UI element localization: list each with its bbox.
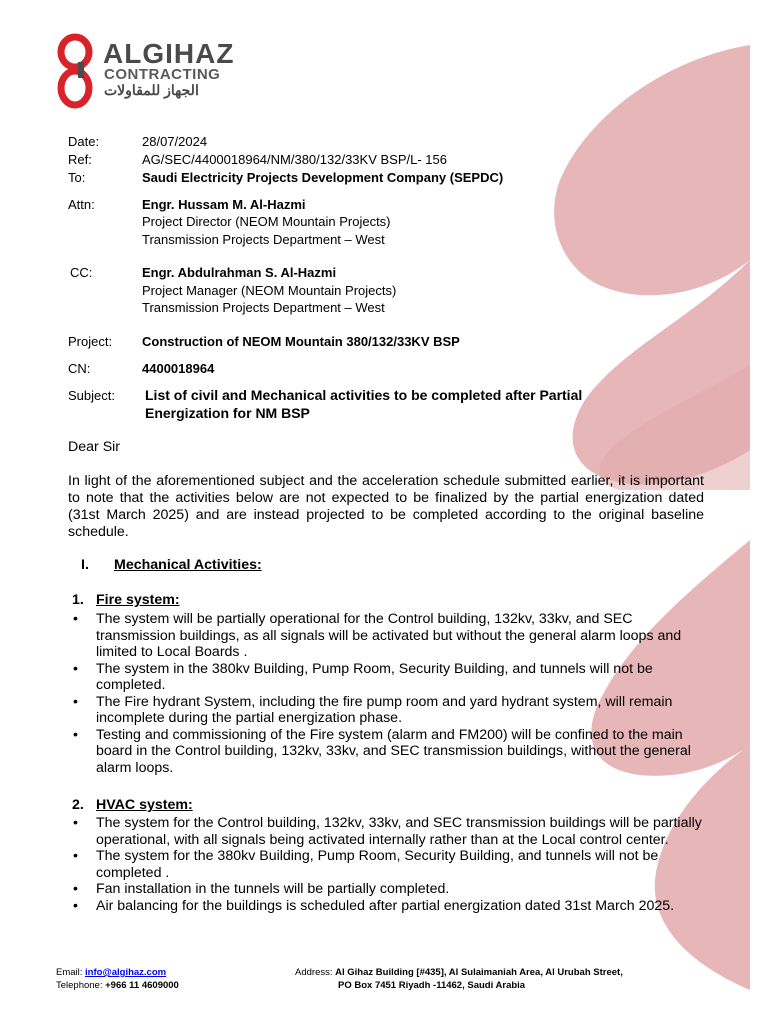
list-item: • Testing and commissioning of the Fire system (alarm and FM200) will be confined to the main board in the Control building, 132kv, 33kv, and SEC transmission buildings, without the general alarm loops. [73, 726, 691, 776]
cn-value: 4400018964 [142, 361, 215, 376]
date-label: Date: [68, 134, 100, 149]
cc-title: Project Manager (NEOM Mountain Projects) [142, 283, 397, 298]
bullet-dot-icon: • [73, 660, 78, 677]
project-label: Project: [68, 334, 113, 349]
subject-line-1: List of civil and Mechanical activities to be completed after Partial [145, 387, 583, 403]
algihaz-logo-mark-icon [56, 32, 94, 110]
fire-number: 1. [72, 592, 84, 608]
cc-label: CC: [70, 265, 93, 280]
to-value: Saudi Electricity Projects Development Company (SEPDC) [142, 170, 504, 185]
subject-line-2: Energization for NM BSP [145, 405, 310, 421]
attn-dept: Transmission Projects Department – West [142, 232, 385, 247]
ref-label: Ref: [68, 152, 92, 167]
bullet-dot-icon: • [73, 815, 78, 831]
bullet-dot-icon: • [73, 897, 78, 914]
logo-company-sub: CONTRACTING [104, 66, 221, 83]
logo-company-name: ALGIHAZ [103, 38, 235, 69]
list-item: • The system for the Control building, 132kv, 33kv, and SEC transmission buildings will be partially operational, with all signals being activated internally rather than at the Local control center. [73, 815, 702, 848]
date-value: 28/07/2024 [142, 134, 208, 149]
greeting: Dear Sir [68, 439, 121, 455]
list-item: • Air balancing for the buildings is scheduled after partial energization dated 31st March 2025. [73, 897, 675, 914]
bullet-dot-icon: • [73, 881, 78, 897]
footer-address: Address: Al Gihaz Building [#435], Al Sulaimaniah Area, Al Urubah Street, [295, 967, 623, 978]
hvac-number: 2. [72, 797, 84, 813]
bullet-dot-icon: • [73, 726, 78, 743]
subject-label: Subject: [68, 388, 115, 403]
cn-label: CN: [68, 361, 91, 376]
hvac-list [69, 815, 709, 914]
cc-dept: Transmission Projects Department – West [142, 300, 385, 315]
section-title: Mechanical Activities: [114, 557, 262, 573]
attn-title: Project Director (NEOM Mountain Projects) [142, 214, 391, 229]
bullet-dot-icon: • [73, 611, 78, 627]
footer-phone: Telephone: +966 11 4609000 [56, 980, 179, 991]
attn-label: Attn: [68, 197, 95, 212]
hvac-title: HVAC system: [96, 797, 193, 813]
cc-name: Engr. Abdulrahman S. Al-Hazmi [142, 265, 337, 280]
fire-title: Fire system: [96, 592, 180, 608]
footer-address-line-2: PO Box 7451 Riyadh -11462, Saudi Arabia [338, 980, 526, 991]
project-value: Construction of NEOM Mountain 380/132/33KV BSP [142, 334, 460, 349]
logo-arabic-name: الجهاز للمقاولات [104, 82, 199, 98]
list-item: • The system will be partially operational for the Control building, 132kv, 33kv, and SEC transmission buildings, as all signals will be activated but without the general alarm loops and limited to Local Boards . [73, 611, 682, 660]
section-number: I. [81, 557, 89, 573]
email-link[interactable]: info@algihaz.com [85, 967, 167, 978]
list-item: • The Fire hydrant System, including the fire pump room and yard hydrant system, will remain incomplete during the partial energization phase. [73, 693, 673, 726]
list-item: • The system in the 380kv Building, Pump Room, Security Building, and tunnels will not be completed. [73, 660, 653, 693]
fire-list [69, 611, 709, 776]
list-item: • The system for the 380kv Building, Pump Room, Security Building, and tunnels will not be completed . [73, 848, 659, 881]
to-label: To: [68, 170, 86, 185]
attn-name: Engr. Hussam M. Al-Hazmi [142, 197, 306, 212]
intro-paragraph: In light of the aforementioned subject and the acceleration schedule submitted earlier, it is important to note that the activities below are not expected to be finalized by the partial energization dated (31st March 2025) and are instead projected to be completed according to the original baseline schedule. [68, 473, 704, 540]
footer-email: Email: info@algihaz.com [56, 967, 167, 978]
ref-value: AG/SEC/4400018964/NM/380/132/33KV BSP/L- 156 [142, 152, 447, 167]
list-item: • Fan installation in the tunnels will be partially completed. [73, 881, 450, 897]
bullet-dot-icon: • [73, 848, 78, 864]
bullet-dot-icon: • [73, 693, 78, 710]
